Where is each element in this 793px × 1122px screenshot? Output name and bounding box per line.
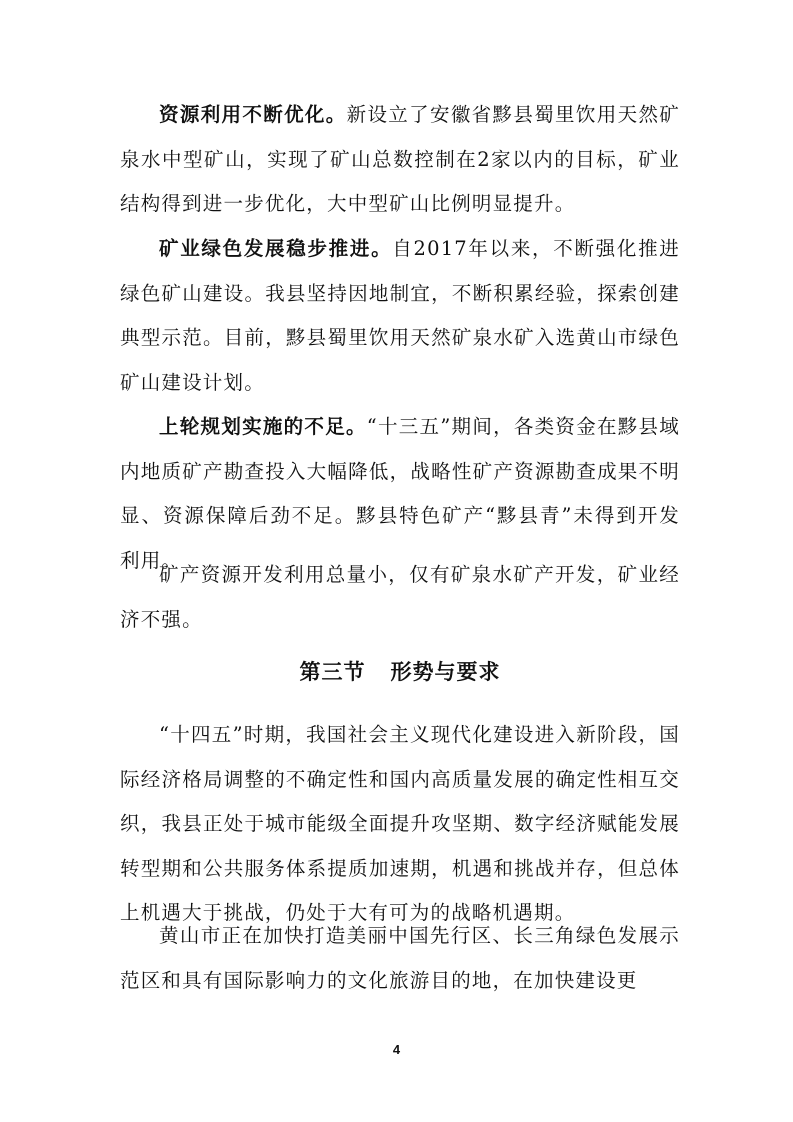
paragraph-text: 自2017年以来，不断强化推进绿色矿山建设。我县坚持因地制宜，不断积累经验，探索创建典型示范。目前，黟县蜀里饮用天然矿泉水矿入选黄山市绿色矿山建设计划。 <box>120 237 680 394</box>
paragraph-mining-economy <box>120 553 680 642</box>
paragraph-lead: 资源利用不断优化。 <box>159 103 347 126</box>
paragraph-lead: 上轮规划实施的不足。 <box>159 415 367 438</box>
paragraph-text: 黄山市正在加快打造美丽中国先行区、长三角绿色发展示范区和具有国际影响力的文化旅游目的地，在加快建设更 <box>120 924 680 992</box>
paragraph-text: 新设立了安徽省黟县蜀里饮用天然矿泉水中型矿山，实现了矿山总数控制在2家以内的目标，矿业结构得到进一步优化，大中型矿山比例明显提升。 <box>120 103 680 215</box>
paragraph-resource-utilization <box>120 93 680 227</box>
paragraph-fourteenth-five-year <box>120 713 680 936</box>
page-number: 4 <box>392 1042 401 1057</box>
paragraph-huangshan <box>120 914 680 1003</box>
paragraph-text: “十三五”期间，各类资金在黟县域内地质矿产勘查投入大幅降低，战略性矿产资源勘查成果不明显、资源保障后劲不足。黟县特色矿产“黟县青”未得到开发利用。 <box>120 415 680 572</box>
section-heading: 第三节 形势与要求 <box>299 660 501 684</box>
paragraph-green-mining <box>120 227 680 405</box>
paragraph-text: 矿产资源开发利用总量小，仅有矿泉水矿产开发，矿业经济不强。 <box>120 563 680 631</box>
paragraph-lead: 矿业绿色发展稳步推进。 <box>159 237 393 260</box>
paragraph-text: “十四五”时期，我国社会主义现代化建设进入新阶段，国际经济格局调整的不确定性和国内高质量发展的确定性相互交织，我县正处于城市能级全面提升攻坚期、数字经济赋能发展转型期和公共服务体系提质加速期，机遇和挑战并存，但总体上机遇大于挑战，仍处于大有可为的战略机遇期。 <box>120 723 680 924</box>
